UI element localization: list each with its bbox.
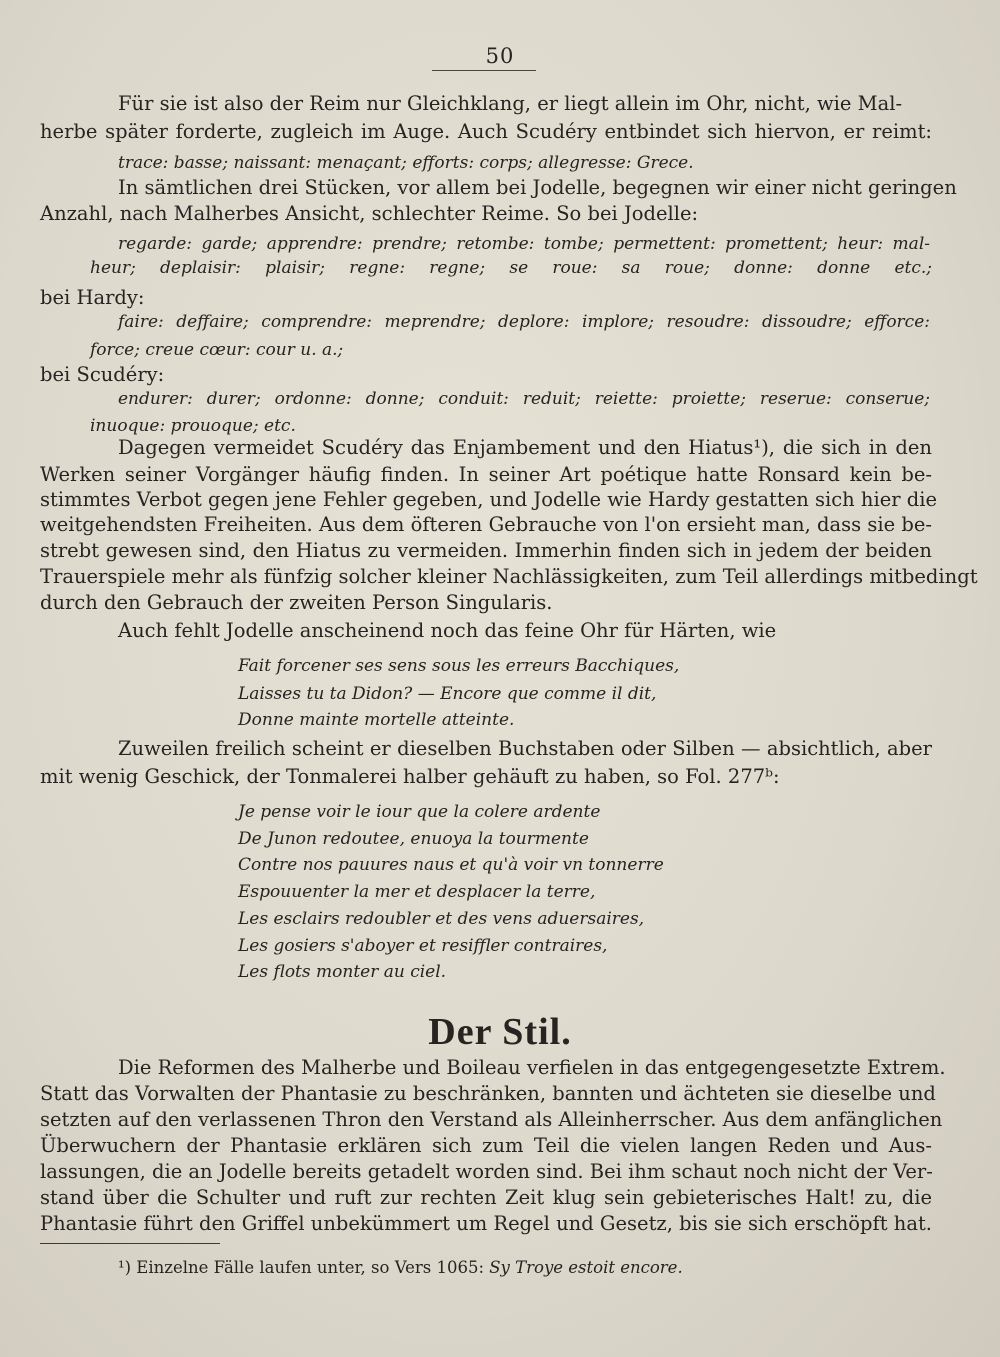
rhyme-example-line: endurer: durer; ordonne: donne; conduit: reduit; reiette: proiette; reserue: conserue;	[118, 389, 930, 409]
text-line: Überwuchern der Phantasie erklären sich zum Teil die vielen langen Reden und Aus-	[40, 1134, 932, 1157]
text-line: bei Hardy:	[40, 286, 145, 309]
rhyme-example-line: faire: deffaire; comprendre: meprendre; deplore: implore; resoudre: dissoudre; efforce:	[118, 312, 930, 332]
text-line: In sämtlichen drei Stücken, vor allem bei Jodelle, begegnen wir einer nicht geringen	[118, 176, 957, 199]
text-line: Zuweilen freilich scheint er dieselben Buchstaben oder Silben — absichtlich, aber	[118, 737, 932, 760]
text-line: stimmtes Verbot gegen jene Fehler gegeben, und Jodelle wie Hardy gestatten sich hier die	[40, 488, 938, 511]
page-number-rule	[432, 70, 536, 71]
rhyme-example-line: regarde: garde; apprendre: prendre; retombe: tombe; permettent: promettent; heur: mal-	[118, 234, 930, 254]
text-line: herbe später forderte, zugleich im Auge. Auch Scudéry entbindet sich hiervon, er reimt:	[40, 120, 932, 143]
rhyme-example-line: force; creue cœur: cour u. a.;	[90, 340, 344, 360]
text-line: weitgehendsten Freiheiten. Aus dem öfteren Gebrauche von l'on ersieht man, dass sie be-	[40, 513, 932, 536]
text-line: bei Scudéry:	[40, 363, 165, 386]
text-line: Die Reformen des Malherbe und Boileau verfielen in das entgegengesetzte Extrem.	[118, 1056, 946, 1079]
section-heading: Der Stil.	[428, 1011, 572, 1053]
text-line: stand über die Schulter und ruft zur rechten Zeit klug sein gebieterisches Halt! zu, die	[40, 1186, 932, 1209]
footnote-quote: Sy Troye estoit encore.	[489, 1258, 683, 1277]
text-line: durch den Gebrauch der zweiten Person Singularis.	[40, 591, 553, 614]
text-line: setzten auf den verlassenen Thron den Verstand als Alleinherrscher. Aus dem anfänglichen	[40, 1108, 943, 1131]
footnote-text: ¹) Einzelne Fälle laufen unter, so Vers 1065:	[118, 1258, 490, 1277]
text-line: Werken seiner Vorgänger häufig finden. In seiner Art poétique hatte Ronsard kein be-	[40, 463, 932, 486]
text-line: mit wenig Geschick, der Tonmalerei halber gehäuft zu haben, so Fol. 277ᵇ:	[40, 765, 780, 788]
verse-line: Donne mainte mortelle atteinte.	[238, 710, 515, 730]
verse-line: Fait forcener ses sens sous les erreurs Bacchiques,	[238, 656, 680, 676]
verse-line: Contre nos pauures naus et qu'à voir vn tonnerre	[238, 855, 664, 875]
verse-line: Les flots monter au ciel.	[238, 962, 447, 982]
verse-line: Je pense voir le iour que la colere ardente	[238, 802, 601, 822]
text-line: Anzahl, nach Malherbes Ansicht, schlechter Reime. So bei Jodelle:	[40, 202, 699, 225]
text-line: strebt gewesen sind, den Hiatus zu vermeiden. Immerhin finden sich in jedem der beiden	[40, 539, 932, 562]
verse-line: Les esclairs redoubler et des vens aduersaires,	[238, 909, 645, 929]
verse-line: Les gosiers s'aboyer et resiffler contraires,	[238, 936, 608, 956]
text-line: Dagegen vermeidet Scudéry das Enjambement und den Hiatus¹), die sich in den	[118, 436, 932, 459]
verse-line: De Junon redoutee, enuoya la tourmente	[238, 829, 589, 849]
text-line: Trauerspiele mehr als fünfzig solcher kleiner Nachlässigkeiten, zum Teil allerdings mitbedingt	[40, 565, 978, 588]
rhyme-example-line: inuoque: prouoque; etc.	[90, 416, 296, 436]
footnote	[118, 1258, 683, 1277]
footnote-rule	[40, 1243, 220, 1244]
text-line: Phantasie führt den Griffel unbekümmert um Regel und Gesetz, bis sie sich erschöpft hat.	[40, 1212, 932, 1235]
rhyme-example-line: trace: basse; naissant: menaçant; efforts: corps; allegresse: Grece.	[118, 153, 694, 173]
verse-line: Laisses tu ta Didon? — Encore que comme il dit,	[238, 684, 657, 704]
text-line: Statt das Vorwalten der Phantasie zu beschränken, bannten und ächteten sie dieselbe und	[40, 1082, 936, 1105]
verse-line: Espouuenter la mer et desplacer la terre,	[238, 882, 596, 902]
text-line: Für sie ist also der Reim nur Gleichklang, er liegt allein im Ohr, nicht, wie Mal-	[118, 92, 903, 115]
rhyme-example-line: heur; deplaisir: plaisir; regne: regne; se roue: sa roue; donne: donne etc.;	[90, 258, 932, 278]
page-number: 50	[485, 44, 515, 68]
text-line: lassungen, die an Jodelle bereits getadelt worden sind. Bei ihm schaut noch nicht der Ver-	[40, 1160, 933, 1183]
text-line: Auch fehlt Jodelle anscheinend noch das feine Ohr für Härten, wie	[118, 619, 777, 642]
